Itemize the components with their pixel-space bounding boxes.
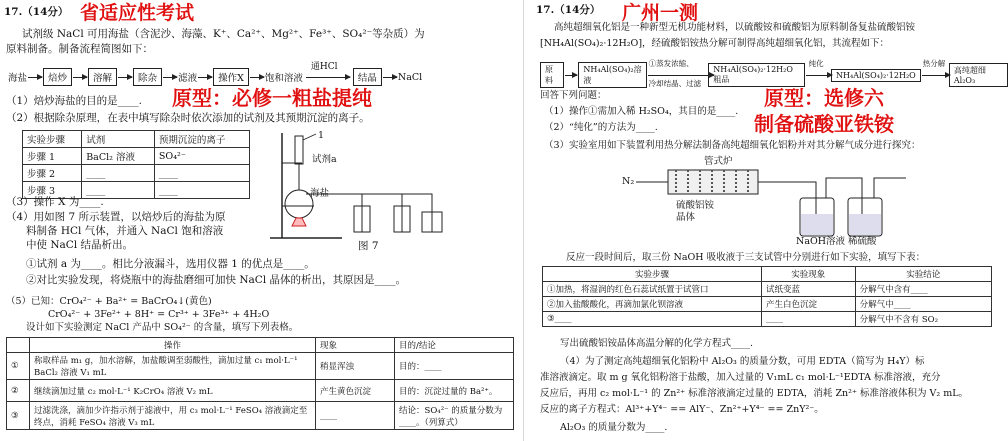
table-row (23, 148, 250, 165)
flow-hcl-label: 通HCl (310, 62, 338, 72)
flow-step1-bottom: 冷却结晶、过滤 (648, 79, 702, 88)
table-row (7, 353, 514, 380)
flow-node: 原料 (540, 62, 564, 88)
right-q4-line4: 反应的离子方程式：Al³⁺+Y⁴⁻ == AlY⁻、Zn²⁺+Y⁴⁻ == ZnY²⁻。 (540, 404, 824, 415)
table-cell: ① (7, 353, 30, 380)
left-intro-line1: 试剂级 NaCl 可用海盐（含泥沙、海藻、K⁺、Ca²⁺、Mg²⁺、Fe³⁺、SO₄²⁻等杂质）为 (22, 28, 425, 40)
flow-node: 饱和溶液 (264, 73, 303, 84)
app-label-dilute-acid: 稀硫酸 (848, 236, 877, 247)
table-cell: 试纸变蓝 (762, 282, 856, 297)
table-cell: 称取样品 m₁ g，加水溶解，加盐酸调至弱酸性，滴加过量 c₁ mol·L⁻¹ BaCl₂ 溶液 V₁ mL (30, 353, 316, 380)
right-flowchart (540, 59, 1008, 88)
app-label-crystal: 硫酸铝铵晶体 (676, 200, 715, 223)
table-cell: ③ (7, 402, 30, 430)
table-cell: ____ (154, 182, 249, 199)
left-intro-line2: 原料制备。制备流程简图如下： (6, 43, 153, 55)
flow-step3: 热分解 (922, 59, 946, 68)
left-q3: （3）操作 X 为____. (6, 196, 104, 208)
table-cell: ____ (762, 312, 856, 327)
table-cell: ③____ (543, 312, 762, 327)
fig-label-sea-salt: 海盐 (310, 188, 330, 199)
table-cell: ②加入盐酸酸化，再滴加氯化钡溶液 (543, 297, 762, 312)
table-header (7, 338, 30, 353)
table-cell: 分解气中不含有 SO₂ (855, 312, 991, 327)
table-cell: 步骤 2 (23, 165, 82, 182)
table-cell: 分解气中____ (855, 297, 991, 312)
table-cell: 继续滴加过量 c₂ mol·L⁻¹ K₂CrO₄ 溶液 V₂ mL (30, 380, 316, 402)
table-header: 预期沉淀的离子 (154, 131, 249, 148)
right-experiment-table (542, 266, 992, 327)
right-q4-line5: Al₂O₃ 的质量分数为____. (560, 422, 668, 433)
table-cell: 产生黄色沉淀 (316, 380, 395, 402)
table-header: 实验步骤 (23, 131, 82, 148)
table-row (543, 282, 992, 297)
table-header: 现象 (316, 338, 395, 353)
right-q2: （2）“纯化”的方法为____. (544, 122, 658, 133)
flow-node: NH₄Al(SO₄)₂·12H₂O 粗品 (708, 63, 804, 87)
right-red-prototype-2: 制备硫酸亚铁铵 (754, 112, 894, 136)
right-panel (526, 0, 1008, 441)
left-q1: （1）焙炒海盐的目的是____. (6, 95, 143, 107)
left-red-title: 省适应性考试 (80, 2, 195, 24)
right-q4-line2: 准溶液滴定。取 m g 氧化铝粉溶于盐酸，加入过量的 V₁mL c₁ mol·L⁻¹EDTA 标准溶液，充分 (540, 372, 941, 383)
table-row (23, 165, 250, 182)
table-cell: ①加热，将湿润的红色石蕊试纸置于试管口 (543, 282, 762, 297)
table-cell: ____ (82, 182, 155, 199)
left-q5-line1: （5）已知：CrO₄²⁻ + Ba²⁺ = BaCrO₄↓(黄色) (6, 296, 212, 307)
right-intro-line2: [NH₄Al(SO₄)₂·12H₂O]，经硫酸铝铵热分解可制得高纯超细氧化铝，其流程如下： (540, 38, 890, 49)
flow-node: 操作X (213, 68, 249, 86)
table-row (7, 402, 514, 430)
table-header: 实验现象 (762, 267, 856, 282)
flow-node: 除杂 (133, 68, 162, 86)
fig-caption: 图 7 (358, 240, 379, 252)
app-label-naoh: NaOH溶液 (796, 236, 846, 247)
right-intro-line1: 高纯超细氧化铝是一种新型无机功能材料，以硫酸铵和硫酸铝为原料制备复盐硫酸铝铵 (554, 22, 916, 33)
table-cell: 过滤洗涤，滴加少许指示剂于滤液中，用 c₃ mol·L⁻¹ FeSO₄ 溶液滴定至终点，消耗 FeSO₄ 溶液 V₃ mL (30, 402, 316, 430)
flow-node: 溶解 (88, 68, 117, 86)
right-q1: （1）操作①需加入稀 H₂SO₄，其目的是____. (544, 106, 739, 117)
left-q4-part2: ②对比实验发现，将烧瓶中的海盐磨细可加快 NaCl 晶体的析出，其原因是____。 (26, 274, 407, 286)
flow-node: 焙炒 (43, 68, 72, 86)
flow-step2: 纯化 (808, 59, 824, 68)
right-red-prototype-1: 原型：选修六 (764, 86, 884, 110)
flow-node: 滤液 (178, 73, 198, 84)
left-experiment-table (6, 337, 514, 430)
table-header: 实验结论 (855, 267, 991, 282)
table-row (543, 297, 992, 312)
left-red-prototype: 原型：必修一粗盐提纯 (172, 86, 372, 110)
fig-label-reagent-a: 试剂a (312, 154, 337, 165)
table-cell: BaCl₂ 溶液 (82, 148, 155, 165)
app-label-n2: N₂ (622, 176, 635, 187)
table-cell: ____ (154, 165, 249, 182)
flow-node: 高纯超细 Al₂O₃ (949, 63, 1008, 87)
left-q4-line3: 中使 NaCl 结晶析出。 (26, 239, 134, 251)
left-reagent-table (22, 130, 250, 199)
right-red-title: 广州一测 (622, 2, 699, 24)
flow-node: 结晶 (353, 68, 382, 86)
table-cell: 目的：沉淀过量的 Ba²⁺。 (395, 380, 514, 402)
app-label-tube-furnace: 管式炉 (704, 156, 733, 167)
table-cell: 结论：SO₄²⁻ 的质量分数为____。（列算式） (395, 402, 514, 430)
table-row (543, 312, 992, 327)
right-answer-header: 回答下列问题： (540, 90, 607, 101)
table-header: 操作 (30, 338, 316, 353)
flow-node: NH₄Al(SO₄)₂溶液 (578, 62, 646, 88)
right-question-number: 17.（14分） (536, 4, 601, 16)
fig-label-1: 1 (318, 130, 325, 141)
left-question-number: 17.（14分） (4, 6, 69, 18)
left-q4-line2: 料制备 HCl 气体，并通入 NaCl 饱和溶液 (26, 225, 224, 237)
table-cell: 产生白色沉淀 (762, 297, 856, 312)
table-row (7, 380, 514, 402)
table-cell: 目的：____ (395, 353, 514, 380)
left-q5-line2: CrO₄²⁻ + 3Fe²⁺ + 8H⁺ = Cr³⁺ + 3Fe³⁺ + 4H₂O (48, 309, 270, 320)
table-cell: 步骤 1 (23, 148, 82, 165)
table-cell: ② (7, 380, 30, 402)
table-cell: 分解气中含有____ (855, 282, 991, 297)
left-q5-line3: 设计如下实验测定 NaCl 产品中 SO₄²⁻ 的含量，填写下列表格。 (26, 322, 299, 333)
flow-step1-top: ①蒸发浓缩、 (648, 59, 694, 68)
table-cell: ____ (316, 402, 395, 430)
right-q4-line1: （4）为了测定高纯超细氧化铝粉中 Al₂O₃ 的质量分数，可用 EDTA（简写为 H₄Y）标 (560, 356, 925, 367)
table-cell: ____ (82, 165, 155, 182)
table-header: 目的/结论 (395, 338, 514, 353)
right-q3-equation: 写出硫酸铝铵晶体高温分解的化学方程式____. (560, 338, 754, 349)
flow-node: NH₄Al(SO₄)₂·12H₂O (831, 69, 921, 82)
right-q3: （3）实验室用如下装置利用热分解法制备高纯超细氧化铝粉并对其分解气成分进行探究： (544, 140, 921, 151)
right-q4-line3: 反应后，再用 c₂ mol·L⁻¹ 的 Zn²⁺ 标准溶液滴定过量的 EDTA，消耗 Zn²⁺ 标准溶液体积为 V₂ mL。 (540, 388, 969, 399)
table-cell: SO₄²⁻ (154, 148, 249, 165)
left-flowchart (8, 62, 423, 86)
apparatus-diagram (616, 150, 916, 245)
table-header: 试剂 (82, 131, 155, 148)
table-cell: 步骤 3 (23, 182, 82, 199)
left-q4-line1: （4）用如图 7 所示装置，以焙炒后的海盐为原 (6, 211, 226, 223)
right-q3-table-intro: 反应一段时间后，取三份 NaOH 吸收液于三支试管中分别进行如下实验，填写下表： (566, 252, 926, 263)
left-q4-part1: ①试剂 a 为____。相比分液漏斗，选用仪器 1 的优点是____。 (26, 258, 315, 270)
table-header: 实验步骤 (543, 267, 762, 282)
apparatus-figure-7 (262, 128, 457, 248)
left-q2: （2）根据除杂原理，在表中填写除杂时依次添加的试剂及其预期沉淀的离子。 (6, 112, 370, 124)
table-cell: 稍显浑浊 (316, 353, 395, 380)
flow-node: 海盐 (8, 73, 28, 84)
flow-node: NaCl (397, 71, 423, 83)
